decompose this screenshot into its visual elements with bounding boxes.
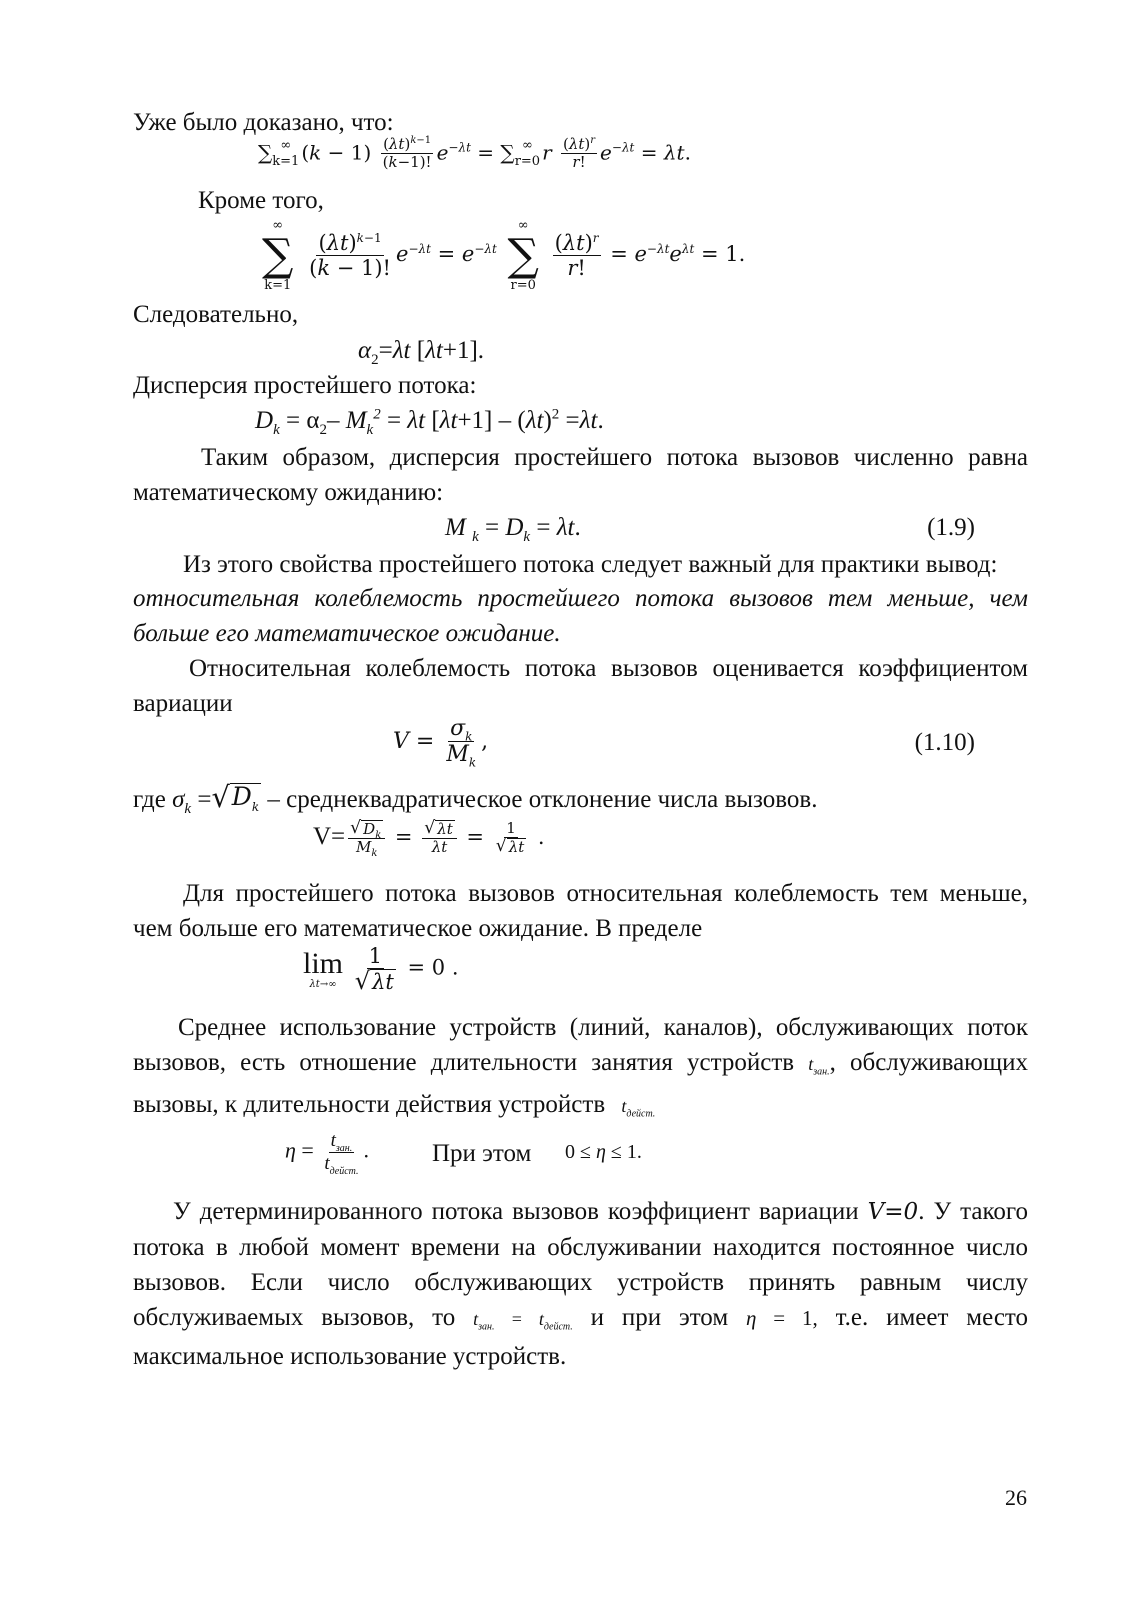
- intro-text: Уже было доказано, что:: [133, 109, 394, 136]
- formula-alpha2: $\alpha_2=\lambda t$ [λt+1].: [358, 337, 485, 368]
- det-line-4-a: обслуживаемых вызовов, то: [133, 1304, 456, 1331]
- det-line-4-c: т.е. имеет место: [835, 1304, 1029, 1331]
- where-prefix: где: [133, 786, 166, 813]
- usage-line-1: Среднее использование устройств (линий, каналов), обслуживающих поток: [178, 1014, 1028, 1041]
- sub-act: дейст.: [626, 1108, 656, 1120]
- formula-eta: η = $\frac{t_{зан.}}{t_{дейст.}}$ .: [285, 1130, 370, 1177]
- besides-text: Кроме того,: [198, 187, 324, 214]
- simplest-line-2: чем больше его математическое ожидание. В пределе: [133, 915, 703, 942]
- usage-line-3: вызовы, к длительности действия устройств $t_{дейст.}$: [133, 1091, 656, 1120]
- det-v0: V=0: [867, 1199, 919, 1225]
- conclusion-line-2: больше его математическое ожидание.: [133, 620, 561, 647]
- det-line-4-b: и при этом: [590, 1304, 729, 1331]
- formula-v-expanded: V= √ $D_k$ $M_k$ = √ λt λt = 1 √ λt .: [313, 818, 545, 860]
- usage-line-2-a: вызовов, есть отношение длительности занятия устройств: [133, 1049, 795, 1076]
- det-line-1-a: У детерминированного потока вызовов коэффициент вариации: [173, 1198, 859, 1225]
- equation-number-1-9: (1.9): [927, 514, 975, 541]
- conclusion-paragraph: [133, 581, 1028, 651]
- usage-line-3-text: вызовы, к длительности действия устройств: [133, 1091, 606, 1118]
- therefore-text: Следовательно,: [133, 301, 299, 328]
- formula-sum-identity: ∑ ∞ k=1 (k − 1) $\frac{(\lambda t)^{k-1}}{(k-1)!}$ $e^{-\lambda t}$ = ∑ ∞ r=0 r $\frac{(\lambda t)^r}{r!}$ $e^{-\lambda t} = \lambda t$.: [258, 135, 691, 172]
- det-line-3: вызовов. Если число обслуживающих устройств принять равным числу: [133, 1269, 1028, 1296]
- page-number: 26: [1005, 1485, 1027, 1510]
- equation-number-1-10: (1.10): [914, 729, 975, 756]
- conclusion-line-1: относительная колеблемость простейшего потока вызовов тем меньше, чем: [133, 585, 1028, 612]
- det-line-4: обслуживаемых вызовов, то $t_{зан.} = t_{дейст.}$ и при этом η = 1, т.е. имеет место: [133, 1304, 1029, 1333]
- usage-line-2: вызовов, есть отношение длительности занятия устройств $t_{зан.}$, обслуживающих: [133, 1049, 1028, 1078]
- det-line-2: потока в любой момент времени на обслуживании находится постоянное число: [133, 1234, 1028, 1261]
- det-line-1-b: . У такого: [918, 1198, 1028, 1225]
- formula-sum-one: ∞ ∑ k=1 $\frac{(\lambda t)^{k-1}}{(k - 1)!}$ $e^{-\lambda t} = e^{-\lambda t}$ ∞ ∑ r=0 $\frac{(\lambda t)^r}{r!}$ = $e^{-\lambda t}e^{\lambda t} = 1$.: [262, 218, 746, 293]
- thus-line-2: математическому ожиданию:: [133, 479, 444, 506]
- formula-19: M $_k = D_k = \lambda t$.: [445, 514, 581, 545]
- simplest-line-1: Для простейшего потока вызовов относительная колеблемость тем меньше,: [183, 880, 1028, 907]
- relvar-line-1: Относительная колеблемость потока вызовов оценивается коэффициентом: [189, 655, 1028, 682]
- relvar-line-2: вариации: [133, 690, 233, 717]
- relvar-paragraph: [133, 651, 1028, 721]
- usage-line-2-b: , обслуживающих: [829, 1049, 1028, 1076]
- thus-line-1: Таким образом, дисперсия простейшего потока вызовов численно равна: [201, 444, 1028, 471]
- formula-variance: $D_k = \alpha_2-$ $M_k^2 = \lambda t$ $[\lambda t+1] - (\lambda t)^2 =\lambda t$.: [255, 406, 604, 438]
- where-suffix: – среднеквадратическое отклонение числа вызовов.: [267, 786, 818, 813]
- formula-eta-range: 0 ≤ η ≤ 1.: [565, 1141, 642, 1163]
- deterministic-paragraph: [133, 1194, 1028, 1337]
- property-paragraph: [133, 547, 1028, 582]
- det-line-1: [133, 1194, 1028, 1230]
- det-line-5: максимальное использование устройств.: [133, 1343, 567, 1370]
- thus-paragraph: [133, 440, 1028, 510]
- variance-heading: Дисперсия простейшего потока:: [133, 372, 477, 399]
- formula-limit: lim λt→∞ 1 √ λt = 0 .: [303, 944, 459, 996]
- at-that-text: При этом: [432, 1140, 532, 1167]
- property-line: Из этого свойства простейшего потока следует важный для практики вывод:: [183, 551, 998, 578]
- where-line: где $\sigma_k$ = √ $D_k$ – среднеквадратическое отклонение числа вызовов.: [133, 780, 818, 817]
- sub-busy: зан.: [813, 1066, 830, 1078]
- usage-paragraph: [133, 1010, 1028, 1082]
- simplest-paragraph: [133, 876, 1028, 946]
- formula-110: V = $\frac{\sigma_k}{M_k}$ ,: [393, 716, 489, 770]
